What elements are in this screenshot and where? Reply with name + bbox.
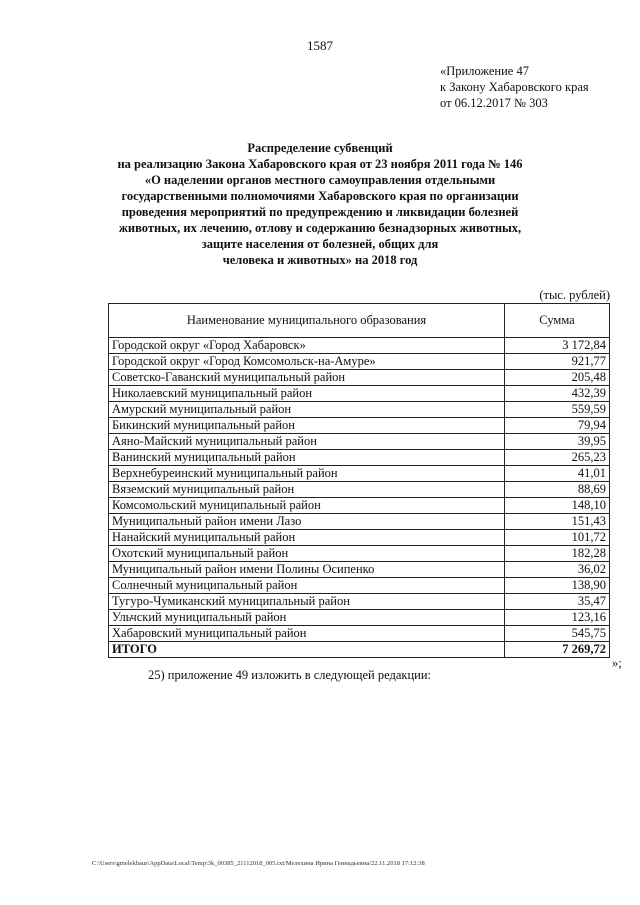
table-row xyxy=(109,562,610,578)
document-title xyxy=(100,140,540,268)
municipality-name: Охотский муниципальный район xyxy=(109,546,505,562)
sum-value: 148,10 xyxy=(505,498,610,514)
closing-quote-mark: »; xyxy=(612,656,622,670)
municipality-name: Городской округ «Город Комсомольск-на-Амуре» xyxy=(109,354,505,370)
appendix-line-2: к Закону Хабаровского края xyxy=(440,80,589,94)
header-municipality: Наименование муниципального образования xyxy=(109,304,505,338)
municipality-name: Вяземский муниципальный район xyxy=(109,482,505,498)
sum-value: 545,75 xyxy=(505,626,610,642)
sum-value: 123,16 xyxy=(505,610,610,626)
sum-value: 138,90 xyxy=(505,578,610,594)
title-line: Распределение субвенций xyxy=(247,141,393,155)
sum-value: 265,23 xyxy=(505,450,610,466)
sum-value: 151,43 xyxy=(505,514,610,530)
table-row xyxy=(109,450,610,466)
sum-value: 35,47 xyxy=(505,594,610,610)
table-row xyxy=(109,498,610,514)
title-line: человека и животных» на 2018 год xyxy=(222,253,418,267)
total-label: ИТОГО xyxy=(109,642,505,658)
municipality-name: Бикинский муниципальный район xyxy=(109,418,505,434)
municipality-name: Аяно-Майский муниципальный район xyxy=(109,434,505,450)
table-header-row xyxy=(109,304,610,338)
municipality-name: Советско-Гаванский муниципальный район xyxy=(109,370,505,386)
municipality-name: Верхнебуреинский муниципальный район xyxy=(109,466,505,482)
title-line: на реализацию Закона Хабаровского края от 23 ноября 2011 года № 146 xyxy=(117,157,523,171)
appendix-line-1: «Приложение 47 xyxy=(440,64,529,78)
table-row xyxy=(109,578,610,594)
table-row xyxy=(109,402,610,418)
table-row xyxy=(109,386,610,402)
municipality-name: Ульчский муниципальный район xyxy=(109,610,505,626)
table-row xyxy=(109,530,610,546)
table-row xyxy=(109,418,610,434)
sum-value: 79,94 xyxy=(505,418,610,434)
title-line: животных, их лечению, отлову и содержанию безнадзорных животных, xyxy=(118,221,522,235)
table-row xyxy=(109,354,610,370)
sum-value: 559,59 xyxy=(505,402,610,418)
municipality-name: Ванинский муниципальный район xyxy=(109,450,505,466)
municipality-name: Солнечный муниципальный район xyxy=(109,578,505,594)
municipality-name: Муниципальный район имени Лазо xyxy=(109,514,505,530)
municipality-name: Николаевский муниципальный район xyxy=(109,386,505,402)
table-row xyxy=(109,594,610,610)
sum-value: 101,72 xyxy=(505,530,610,546)
page-number: 1587 xyxy=(307,38,333,53)
appendix-reference xyxy=(440,63,589,111)
table-row xyxy=(109,546,610,562)
appendix-line-3: от 06.12.2017 № 303 xyxy=(440,96,548,110)
table-row xyxy=(109,338,610,354)
sum-value: 921,77 xyxy=(505,354,610,370)
table-row xyxy=(109,434,610,450)
total-row xyxy=(109,642,610,658)
sum-value: 3 172,84 xyxy=(505,338,610,354)
sum-value: 88,69 xyxy=(505,482,610,498)
sum-value: 182,28 xyxy=(505,546,610,562)
total-value: 7 269,72 xyxy=(505,642,610,658)
municipality-name: Хабаровский муниципальный район xyxy=(109,626,505,642)
table-row xyxy=(109,370,610,386)
title-line: проведения мероприятий по предупреждению и ликвидации болезней xyxy=(121,205,519,219)
sum-value: 41,01 xyxy=(505,466,610,482)
sum-value: 432,39 xyxy=(505,386,610,402)
municipality-name: Комсомольский муниципальный район xyxy=(109,498,505,514)
header-sum: Сумма xyxy=(505,304,610,338)
table-row xyxy=(109,466,610,482)
municipality-name: Городской округ «Город Хабаровск» xyxy=(109,338,505,354)
table-row xyxy=(109,610,610,626)
subsidy-table xyxy=(108,303,610,658)
title-line: «О наделении органов местного самоуправления отдельными xyxy=(144,173,496,187)
units-label: (тыс. рублей) xyxy=(539,288,610,302)
sum-value: 205,48 xyxy=(505,370,610,386)
municipality-name: Амурский муниципальный район xyxy=(109,402,505,418)
municipality-name: Тугуро-Чумиканский муниципальный район xyxy=(109,594,505,610)
sum-value: 39,95 xyxy=(505,434,610,450)
municipality-name: Муниципальный район имени Полины Осипенко xyxy=(109,562,505,578)
title-line: защите населения от болезней, общих для xyxy=(201,237,439,251)
title-line: государственными полномочиями Хабаровского края по организации xyxy=(121,189,519,203)
sum-value: 36,02 xyxy=(505,562,610,578)
table-row xyxy=(109,626,610,642)
table-row xyxy=(109,482,610,498)
amendment-paragraph: 25) приложение 49 изложить в следующей редакции: xyxy=(148,668,431,682)
table-row xyxy=(109,514,610,530)
file-path-footer: C:\Users\gmelekhaus\AppData\Local\Temp\3k_00385_21112018_005.txt/Мелехина Ирина Геннадьевна/22.11.2018 17:12:38 xyxy=(92,860,425,867)
municipality-name: Нанайский муниципальный район xyxy=(109,530,505,546)
